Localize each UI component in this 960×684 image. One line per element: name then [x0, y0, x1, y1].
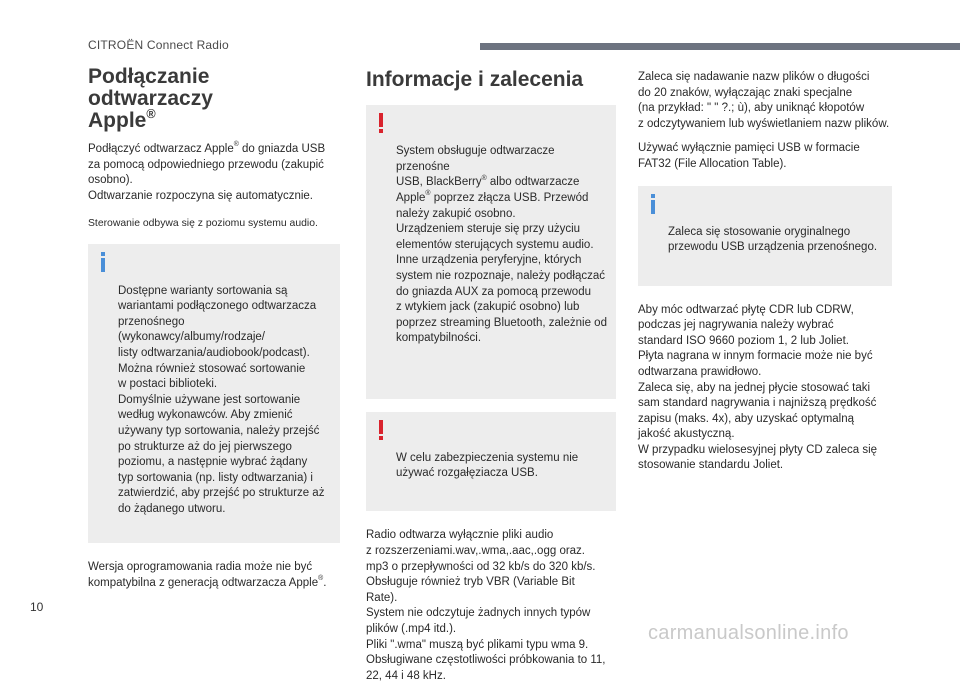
watermark: carmanualsonline.info [648, 622, 849, 644]
software-compat-text-a: Wersja oprogramowania radia może nie być kompatybilna z generacją odtwarzacza Apple [88, 561, 319, 589]
info-box-sorting [88, 244, 340, 543]
column-recommendations [366, 66, 616, 684]
fat32-paragraph: Używać wyłącznie pamięci USB w formacie FAT32 (File Allocation Table). [638, 142, 860, 170]
header-title: CITROËN Connect Radio [88, 38, 229, 52]
info-box-sorting-text: Dostępne warianty sortowania są wariantami podłączonego odtwarzacza przenośnego (wykonawcy/albumy/rodzaje/ listy odtwarzania/audiobook/podcast). Można również stosować sortowanie w postaci biblioteki. Domyślnie używane jest sortowanie według wykonawców. Aby zmienić używany typ sortowania, należy przejść po strukturze aż do jej pierwszego poziomu, a następnie wybrać żądany typ sortowania (np. listy odtwarzania) i zatwierdzić, aby przejść po strukturze aż do żądanego utworu. [118, 284, 325, 515]
warning-text-c: poprzez złącza USB. Przewód należy zakupić osobno. Urządzeniem steruje się przy użyciu elementów sterujących systemu audio. Inne urządzenia peryferyjne, których system nie rozpoznaje, należy podłączać do gniazda AUX za pomocą przewodu z wtykiem jack (zakupić osobno) lub poprzez streaming Bluetooth, zależnie od kompatybilności. [396, 191, 607, 345]
section-title-apple [88, 66, 340, 132]
info-box-cable [638, 186, 892, 286]
registered-mark: ® [146, 106, 156, 121]
section-title-apple-text: Podłączanie odtwarzaczy Apple [88, 65, 213, 132]
page-number: 10 [30, 600, 44, 614]
warning-box-devices-text [396, 144, 608, 347]
audio-formats-paragraph: Radio odtwarza wyłącznie pliki audio z rozszerzeniami.wav,.wma,.aac,.ogg oraz. mp3 o przepływności od 32 kb/s do 320 kb/s. Obsługuje również tryb VBR (Variable Bit Rate). System nie odczytuje żadnych innych typów plików (.mp4 itd.). Pliki ".wma" muszą być plikami typu wma 9. Obsługiwane częstotliwości próbkowania to 11, 22, 44 i 48 kHz. [366, 529, 606, 682]
software-compat-text-b: . [323, 576, 327, 589]
registered-mark: ® [233, 141, 239, 149]
audio-control-note: Sterowanie odbywa się z poziomu systemu audio. [88, 218, 318, 230]
apple-connect-text-b: do gniazda USB za pomocą odpowiedniego przewodu (zakupić osobno). Odtwarzanie rozpoczyna się automatycznie. [88, 143, 326, 202]
warning-text-a: System obsługuje odtwarzacze przenośne USB, BlackBerry [396, 145, 555, 189]
apple-connect-paragraph [88, 142, 340, 204]
apple-connect-text-a: Podłączyć odtwarzacz Apple [88, 143, 234, 155]
header-bar [480, 43, 960, 50]
warning-box-devices [366, 105, 616, 399]
info-icon [96, 252, 110, 272]
warning-box-usb-hub-text: W celu zabezpieczenia systemu nie używać rozgałęziacza USB. [396, 451, 579, 480]
info-icon [646, 194, 660, 214]
column-apple [88, 66, 340, 591]
cd-recording-paragraph: Aby móc odtwarzać płytę CDR lub CDRW, podczas jej nagrywania należy wybrać standard ISO 9660 poziom 1, 2 lub Joliet. Płyta nagrana w innym formacie może nie być odtwarzana prawidłowo. Zaleca się, aby na jednej płycie stosować taki sam standard nagrywania i najniższą prędkość zapisu (maks. 4x), aby uzyskać optymalną jakość akustyczną. W przypadku wielosesyjnej płyty CD zaleca się stosowanie standardu Joliet. [638, 303, 878, 472]
warning-text-b: albo odtwarzacze Apple [396, 176, 580, 204]
registered-mark: ® [318, 575, 324, 583]
file-names-paragraph: Zaleca się nadawanie nazw plików o długości do 20 znaków, wyłączając znaki specjalne (na przykład: " " ?.; ù), aby uniknąć kłopotów z odczytywaniem lub wyświetlaniem nazw plików. [638, 71, 890, 130]
section-title-recommendations: Informacje i zalecenia [366, 68, 584, 91]
column-files [638, 70, 892, 474]
warning-box-usb-hub [366, 412, 616, 512]
info-box-cable-text: Zaleca się stosowanie oryginalnego przewodu USB urządzenia przenośnego. [668, 225, 878, 254]
software-compat-paragraph [88, 560, 340, 591]
warning-icon [374, 420, 388, 440]
registered-mark: ® [425, 190, 431, 198]
warning-icon [374, 113, 388, 133]
registered-mark: ® [481, 174, 487, 182]
